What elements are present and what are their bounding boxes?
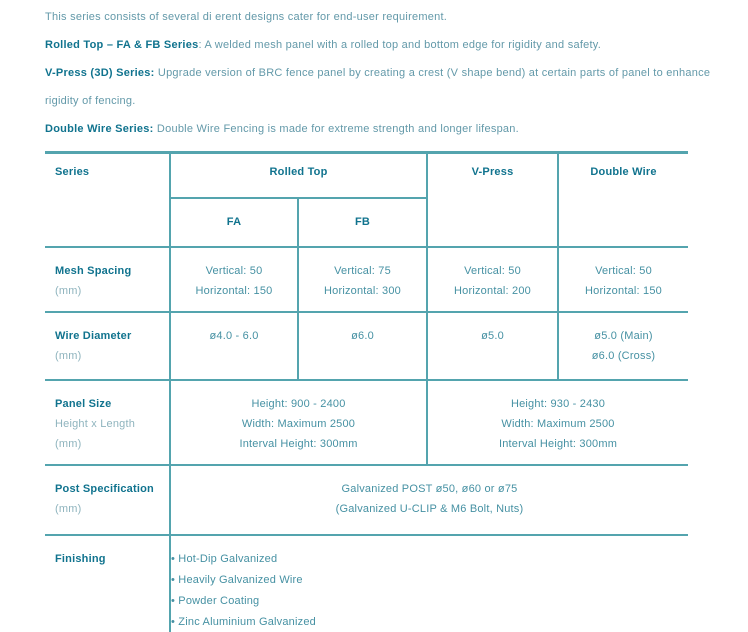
cell-line: Interval Height: 300mm <box>239 437 358 450</box>
finishing-bullet-list <box>171 549 688 632</box>
row-label-finishing <box>45 535 170 632</box>
row-post-specification <box>45 465 688 535</box>
cell-line: Width: Maximum 2500 <box>501 417 615 430</box>
intro-body: Upgrade version of BRC fence panel by creating a crest (V shape bend) at certain parts of panel to enhance rigidity of fencing. <box>45 67 711 107</box>
row-label-unit: (mm) <box>55 502 82 515</box>
cell-line: Vertical: 50 <box>464 264 521 277</box>
row-label-title: Mesh Spacing <box>55 264 132 277</box>
cell-line: Interval Height: 300mm <box>498 437 618 450</box>
bullet-item: • Zinc Aluminium Galvanized <box>171 615 316 628</box>
cell-line: Height: 900 - 2400 <box>251 397 346 410</box>
cell-wire-fb <box>298 312 427 380</box>
row-label-unit: (mm) <box>55 349 82 362</box>
table-header-row-1 <box>45 153 688 198</box>
cell-line: Vertical: 50 <box>595 264 652 277</box>
cell-mesh-v-press <box>427 247 558 312</box>
cell-line: ø4.0 - 6.0 <box>209 329 259 342</box>
cell-line: Horizontal: 150 <box>585 284 663 297</box>
cell-panel-rolled-top <box>170 380 427 465</box>
cell-line: Galvanized POST ø50, ø60 or ø75 <box>341 482 518 495</box>
row-label-title: Wire Diameter <box>55 329 132 342</box>
intro-paragraph-v-press <box>45 59 735 115</box>
cell-line: ø6.0 <box>351 329 374 342</box>
header-double-wire: Double Wire <box>558 153 688 247</box>
intro-paragraph-double-wire <box>45 115 735 143</box>
header-series: Series <box>45 153 170 247</box>
cell-panel-v-press-double-wire <box>427 380 688 465</box>
row-label-post-specification <box>45 465 170 535</box>
intro-body: : A welded mesh panel with a rolled top and bottom edge for rigidity and safety. <box>198 39 602 51</box>
cell-line: Horizontal: 200 <box>454 284 532 297</box>
cell-line: Horizontal: 300 <box>324 284 401 297</box>
bullet-item: • Heavily Galvanized Wire <box>171 573 303 586</box>
cell-line: ø5.0 <box>481 329 504 342</box>
intro-bold: Rolled Top – FA & FB Series <box>45 39 199 51</box>
row-label-title: Panel Size <box>55 397 112 410</box>
row-label-wire-diameter <box>45 312 170 380</box>
cell-line: Horizontal: 150 <box>195 284 273 297</box>
intro-paragraph-series <box>45 3 735 31</box>
header-fa: FA <box>170 198 298 247</box>
row-label-title: Finishing <box>55 552 106 565</box>
cell-mesh-fa <box>170 247 298 312</box>
bullet-item: • Hot-Dip Galvanized <box>171 552 278 565</box>
cell-mesh-double-wire <box>558 247 688 312</box>
cell-finishing <box>170 535 688 632</box>
row-wire-diameter <box>45 312 688 380</box>
cell-line: Vertical: 75 <box>334 264 391 277</box>
row-label-unit: (mm) <box>55 437 82 450</box>
header-fb: FB <box>298 198 427 247</box>
row-label-panel-size <box>45 380 170 465</box>
cell-wire-v-press <box>427 312 558 380</box>
row-panel-size <box>45 380 688 465</box>
header-rolled-top: Rolled Top <box>170 153 427 198</box>
spec-table <box>45 151 688 632</box>
cell-line: ø6.0 (Cross) <box>591 349 656 362</box>
intro-text-block <box>0 0 735 143</box>
row-label-mesh-spacing <box>45 247 170 312</box>
cell-line: ø5.0 (Main) <box>594 329 653 342</box>
cell-post-specification <box>170 465 688 535</box>
row-finishing <box>45 535 688 632</box>
row-label-title: Post Specification <box>55 482 154 495</box>
intro-body: This series consists of several di erent designs cater for end-user requirement. <box>45 11 448 23</box>
cell-line: Height: 930 - 2430 <box>510 397 606 410</box>
header-v-press: V-Press <box>427 153 558 247</box>
cell-line: (Galvanized U-CLIP & M6 Bolt, Nuts) <box>335 502 524 515</box>
intro-paragraph-rolled-top <box>45 31 735 59</box>
row-label-unit: (mm) <box>55 284 82 297</box>
cell-wire-double-wire <box>558 312 688 380</box>
row-label-sub: Height x Length <box>55 417 136 430</box>
intro-bold: V-Press (3D) Series: <box>45 67 155 79</box>
cell-wire-fa <box>170 312 298 380</box>
bullet-item: • Powder Coating <box>171 594 260 607</box>
intro-body: Double Wire Fencing is made for extreme strength and longer lifespan. <box>153 123 519 135</box>
cell-line: Vertical: 50 <box>205 264 263 277</box>
intro-bold: Double Wire Series: <box>45 123 154 135</box>
cell-line: Width: Maximum 2500 <box>241 417 356 430</box>
cell-mesh-fb <box>298 247 427 312</box>
row-mesh-spacing <box>45 247 688 312</box>
